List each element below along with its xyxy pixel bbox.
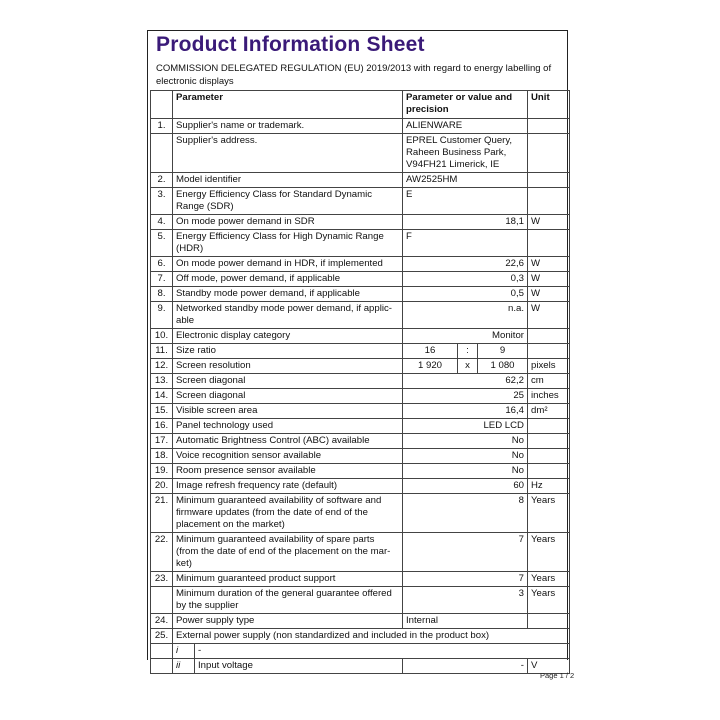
row-number: 1. — [151, 119, 173, 134]
row-value: 0,3 — [403, 272, 528, 287]
table-header-row — [151, 91, 570, 119]
row-unit — [528, 188, 570, 215]
row-parameter: On mode power demand in HDR, if implemented — [173, 257, 403, 272]
row-parameter: Power supply type — [173, 614, 403, 629]
sub-item-marker: ii — [173, 659, 195, 674]
row-value: F — [403, 230, 528, 257]
row-value: Monitor — [403, 329, 528, 344]
row-unit — [528, 434, 570, 449]
table-row — [151, 494, 570, 533]
row-parameter: On mode power demand in SDR — [173, 215, 403, 230]
row-parameter: Networked standby mode power demand, if applic-able — [173, 302, 403, 329]
table-row — [151, 257, 570, 272]
table-row — [151, 404, 570, 419]
row-parameter: Visible screen area — [173, 404, 403, 419]
row-parameter: Screen resolution — [173, 359, 403, 374]
row-unit — [528, 329, 570, 344]
row-unit: W — [528, 215, 570, 230]
row-number — [151, 134, 173, 173]
row-number: 19. — [151, 464, 173, 479]
table-row — [151, 119, 570, 134]
row-value: No — [403, 449, 528, 464]
regulation-subtitle: COMMISSION DELEGATED REGULATION (EU) 2019/2013 with regard to energy labelling of electronic displays — [156, 63, 552, 87]
row-number: 13. — [151, 374, 173, 389]
row-value: EPREL Customer Query, Raheen Business Park, V94FH21 Limerick, IE — [403, 134, 528, 173]
table-row — [151, 287, 570, 302]
row-unit: pixels — [528, 359, 570, 374]
row-parameter: Voice recognition sensor available — [173, 449, 403, 464]
row-value: 18,1 — [403, 215, 528, 230]
row-number: 18. — [151, 449, 173, 464]
row-number: 8. — [151, 287, 173, 302]
row-number — [151, 659, 173, 674]
table-row — [151, 614, 570, 629]
row-number: 2. — [151, 173, 173, 188]
table-row — [151, 572, 570, 587]
row-unit: W — [528, 302, 570, 329]
row-unit: W — [528, 272, 570, 287]
row-value: No — [403, 464, 528, 479]
resolution-height: 1 080 — [478, 359, 528, 374]
resolution-separator: x — [458, 359, 478, 374]
row-parameter: External power supply (non standardized and included in the product box) — [173, 629, 570, 644]
table-row — [151, 272, 570, 287]
header-parameter: Parameter — [173, 91, 403, 119]
row-value: 60 — [403, 479, 528, 494]
row-unit: V — [528, 659, 570, 674]
table-row — [151, 188, 570, 215]
row-value: 0,5 — [403, 287, 528, 302]
row-unit: Years — [528, 494, 570, 533]
row-unit: inches — [528, 389, 570, 404]
size-ratio-width: 16 — [403, 344, 458, 359]
row-unit: Years — [528, 533, 570, 572]
row-number: 9. — [151, 302, 173, 329]
row-value: n.a. — [403, 302, 528, 329]
row-parameter: Automatic Brightness Control (ABC) available — [173, 434, 403, 449]
table-row — [151, 302, 570, 329]
row-parameter: Screen diagonal — [173, 374, 403, 389]
table-row — [151, 629, 570, 644]
table-row — [151, 173, 570, 188]
row-parameter: Electronic display category — [173, 329, 403, 344]
table-row — [151, 389, 570, 404]
row-parameter: Minimum guaranteed availability of software and firmware updates (from the date of end of the placement on the market) — [173, 494, 403, 533]
table-row — [151, 533, 570, 572]
row-value: Internal — [403, 614, 528, 629]
row-value: E — [403, 188, 528, 215]
table-row — [151, 434, 570, 449]
table-row — [151, 464, 570, 479]
row-unit — [528, 344, 570, 359]
table-row — [151, 644, 570, 659]
row-unit — [528, 230, 570, 257]
table-row — [151, 419, 570, 434]
row-unit: W — [528, 287, 570, 302]
table-row — [151, 215, 570, 230]
row-parameter: Model identifier — [173, 173, 403, 188]
row-number: 17. — [151, 434, 173, 449]
row-parameter: Panel technology used — [173, 419, 403, 434]
row-number: 21. — [151, 494, 173, 533]
row-number: 22. — [151, 533, 173, 572]
row-parameter: Supplier's name or trademark. — [173, 119, 403, 134]
header-num — [151, 91, 173, 119]
size-ratio-height: 9 — [478, 344, 528, 359]
row-value: 7 — [403, 533, 528, 572]
row-value: LED LCD — [403, 419, 528, 434]
row-unit: cm — [528, 374, 570, 389]
row-number: 10. — [151, 329, 173, 344]
row-unit — [528, 119, 570, 134]
row-parameter: Size ratio — [173, 344, 403, 359]
row-parameter: Minimum duration of the general guarantee offered by the supplier — [173, 587, 403, 614]
row-number: 24. — [151, 614, 173, 629]
row-number: 3. — [151, 188, 173, 215]
page-title: Product Information Sheet — [156, 33, 425, 56]
row-parameter: Minimum guaranteed product support — [173, 572, 403, 587]
row-number — [151, 587, 173, 614]
row-unit: Years — [528, 587, 570, 614]
row-value: ALIENWARE — [403, 119, 528, 134]
row-unit — [528, 419, 570, 434]
row-unit — [528, 173, 570, 188]
table-row — [151, 374, 570, 389]
row-number: 4. — [151, 215, 173, 230]
size-ratio-separator: : — [458, 344, 478, 359]
row-number: 5. — [151, 230, 173, 257]
row-parameter: - — [195, 644, 570, 659]
table-row — [151, 329, 570, 344]
table-row — [151, 659, 570, 674]
row-value: 3 — [403, 587, 528, 614]
table-row — [151, 134, 570, 173]
row-parameter: Screen diagonal — [173, 389, 403, 404]
row-unit: dm² — [528, 404, 570, 419]
header-unit: Unit — [528, 91, 570, 119]
row-unit: Hz — [528, 479, 570, 494]
row-value: 22,6 — [403, 257, 528, 272]
table-row — [151, 587, 570, 614]
row-parameter: Minimum guaranteed availability of spare parts (from the date of end of the placement on the mar-ket) — [173, 533, 403, 572]
row-unit — [528, 464, 570, 479]
row-parameter: Standby mode power demand, if applicable — [173, 287, 403, 302]
row-value: 8 — [403, 494, 528, 533]
header-value: Parameter or value and precision — [403, 91, 528, 119]
product-info-table — [150, 90, 570, 674]
table-row — [151, 479, 570, 494]
row-number: 14. — [151, 389, 173, 404]
row-value: AW2525HM — [403, 173, 528, 188]
resolution-width: 1 920 — [403, 359, 458, 374]
row-unit — [528, 134, 570, 173]
row-value: 25 — [403, 389, 528, 404]
table-row — [151, 344, 570, 359]
row-value: - — [403, 659, 528, 674]
row-number: 7. — [151, 272, 173, 287]
row-number: 25. — [151, 629, 173, 644]
row-value: 62,2 — [403, 374, 528, 389]
row-number: 6. — [151, 257, 173, 272]
row-number: 11. — [151, 344, 173, 359]
row-parameter: Room presence sensor available — [173, 464, 403, 479]
row-number — [151, 644, 173, 659]
row-parameter: Supplier's address. — [173, 134, 403, 173]
row-value: 7 — [403, 572, 528, 587]
row-unit: Years — [528, 572, 570, 587]
row-value: No — [403, 434, 528, 449]
table-row — [151, 359, 570, 374]
row-parameter: Energy Efficiency Class for High Dynamic Range (HDR) — [173, 230, 403, 257]
sub-item-marker: i — [173, 644, 195, 659]
table-row — [151, 230, 570, 257]
row-parameter: Off mode, power demand, if applicable — [173, 272, 403, 287]
row-parameter: Input voltage — [195, 659, 403, 674]
row-unit — [528, 449, 570, 464]
row-unit: W — [528, 257, 570, 272]
row-parameter: Energy Efficiency Class for Standard Dynamic Range (SDR) — [173, 188, 403, 215]
row-number: 20. — [151, 479, 173, 494]
row-number: 16. — [151, 419, 173, 434]
row-parameter: Image refresh frequency rate (default) — [173, 479, 403, 494]
table-row — [151, 449, 570, 464]
row-unit — [528, 614, 570, 629]
row-number: 23. — [151, 572, 173, 587]
row-number: 12. — [151, 359, 173, 374]
page-footer: Page 1 / 2 — [540, 671, 575, 680]
row-value: 16,4 — [403, 404, 528, 419]
row-number: 15. — [151, 404, 173, 419]
